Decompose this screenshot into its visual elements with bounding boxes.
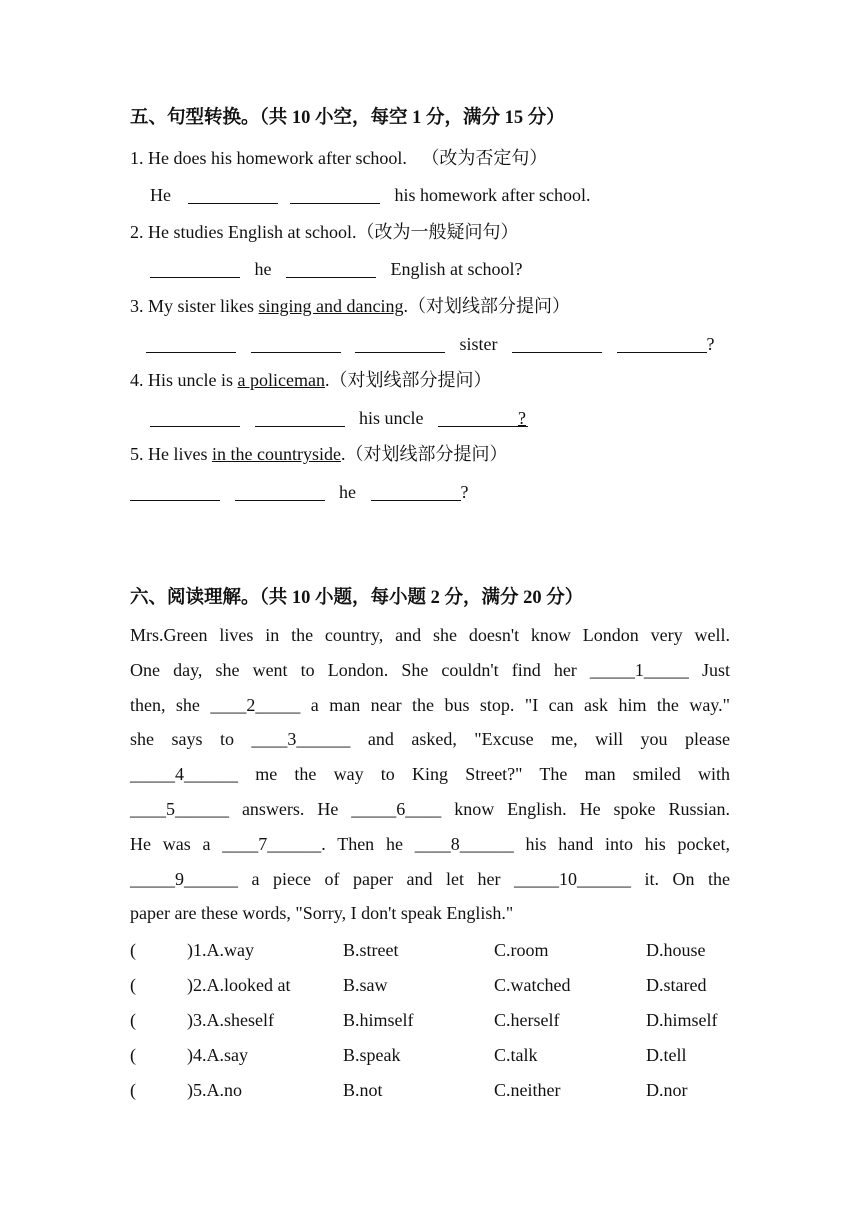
option-b[interactable]: B.street [343,940,399,960]
q4-underlined: a policeman [237,370,325,390]
option-c[interactable]: C.room [494,940,549,960]
q4-suffix: .（对划线部分提问） [324,370,492,390]
option-a[interactable]: )2.A.looked at [187,975,291,995]
q5-underlined: in the countryside [211,444,341,464]
section5-heading: 五、句型转换。（共 10 小空，每空 1 分，满分 15 分） [130,108,565,128]
option-c[interactable]: C.talk [494,1045,538,1065]
q4-answer-mid: his uncle [359,408,424,428]
q5-prompt [130,442,507,466]
option-a[interactable]: )5.A.no [187,1080,242,1100]
passage-line: paper are these words, "Sorry, I don't speak English." [130,903,514,924]
q4-prompt [130,368,491,392]
q3-blank-5[interactable] [617,334,707,353]
option-a[interactable]: )1.A.way [187,940,254,960]
q1-sentence: 1. He does his homework after school. [130,148,407,168]
q2-answer-line [150,257,522,281]
q3-blank-1[interactable] [146,334,236,353]
option-d[interactable]: D.stared [646,975,707,995]
q3-answer-mid: sister [459,334,498,354]
answer-paren[interactable]: ( [130,1080,136,1100]
q2-instruction: （改为一般疑问句） [356,222,519,242]
answer-paren[interactable]: ( [130,975,136,995]
q2-answer-mid: he [254,259,272,279]
q1-blank-1[interactable] [188,185,278,204]
q2-prompt [130,220,518,244]
option-c[interactable]: C.neither [494,1080,561,1100]
option-b[interactable]: B.saw [343,975,388,995]
q2-sentence: 2. He studies English at school. [130,222,357,242]
q5-answer-end: ? [460,482,469,502]
option-b[interactable]: B.himself [343,1010,414,1030]
q5-suffix: .（对划线部分提问） [340,444,508,464]
q4-answer-end: ? [518,408,526,428]
reading-passage [130,618,730,931]
q4-answer-line [150,406,526,430]
option-d[interactable]: D.tell [646,1045,687,1065]
answer-paren[interactable]: ( [130,940,136,960]
answer-paren[interactable]: ( [130,1045,136,1065]
option-a[interactable]: )4.A.say [187,1045,248,1065]
q1-prompt [130,146,547,170]
option-a[interactable]: )3.A.sheself [187,1010,274,1030]
q3-prompt [130,294,570,318]
option-d[interactable]: D.nor [646,1080,688,1100]
q5-answer-mid: he [339,482,356,502]
q3-blank-3[interactable] [355,334,445,353]
option-d[interactable]: D.house [646,940,706,960]
q1-answer-start: He [150,185,171,205]
q3-underlined: singing and dancing [258,296,404,316]
option-b[interactable]: B.speak [343,1045,401,1065]
option-c[interactable]: C.herself [494,1010,560,1030]
q1-instruction: （改为否定句） [421,148,548,168]
q5-blank-1[interactable] [130,482,220,501]
q3-answer-end: ? [706,334,715,354]
q4-blank-1[interactable] [150,408,240,427]
q3-answer-line [146,332,715,356]
q5-blank-2[interactable] [235,482,325,501]
q5-prefix: 5. He lives [130,444,212,464]
passage-line: He was a ____7______. Then he ____8______ his hand into his pocket, [130,833,730,854]
passage-line: _____9______ a piece of paper and let her _____10______ it. On the [130,868,730,889]
passage-line: ____5______ answers. He _____6____ know English. He spoke Russian. [130,798,730,819]
q2-answer-end: English at school? [390,259,523,279]
passage-line: she says to ____3______ and asked, "Excuse me, will you please [130,729,730,750]
section6-heading: 六、阅读理解。（共 10 小题，每小题 2 分，满分 20 分） [130,588,584,608]
q3-suffix: .（对划线部分提问） [403,296,570,316]
q5-answer-line [130,480,469,504]
q2-blank-2[interactable] [286,259,376,278]
q2-blank-1[interactable] [150,259,240,278]
q1-answer-line [150,183,590,207]
q1-blank-2[interactable] [290,185,380,204]
q3-prefix: 3. My sister likes [130,296,259,316]
q1-answer-end: his homework after school. [394,185,591,205]
q3-blank-2[interactable] [251,334,341,353]
passage-line: One day, she went to London. She couldn't find her _____1_____ Just [130,659,730,680]
q5-blank-3[interactable] [371,482,461,501]
answer-paren[interactable]: ( [130,1010,136,1030]
option-c[interactable]: C.watched [494,975,571,995]
option-d[interactable]: D.himself [646,1010,718,1030]
q4-blank-3[interactable] [438,408,528,427]
passage-line: then, she ____2_____ a man near the bus stop. "I can ask him the way." [130,694,730,715]
option-b[interactable]: B.not [343,1080,383,1100]
passage-line: Mrs.Green lives in the country, and she doesn't know London very well. [130,625,730,645]
q4-prefix: 4. His uncle is [130,370,238,390]
passage-line: _____4______ me the way to King Street?" The man smiled with [130,764,730,785]
q4-blank-2[interactable] [255,408,345,427]
q3-blank-4[interactable] [512,334,602,353]
